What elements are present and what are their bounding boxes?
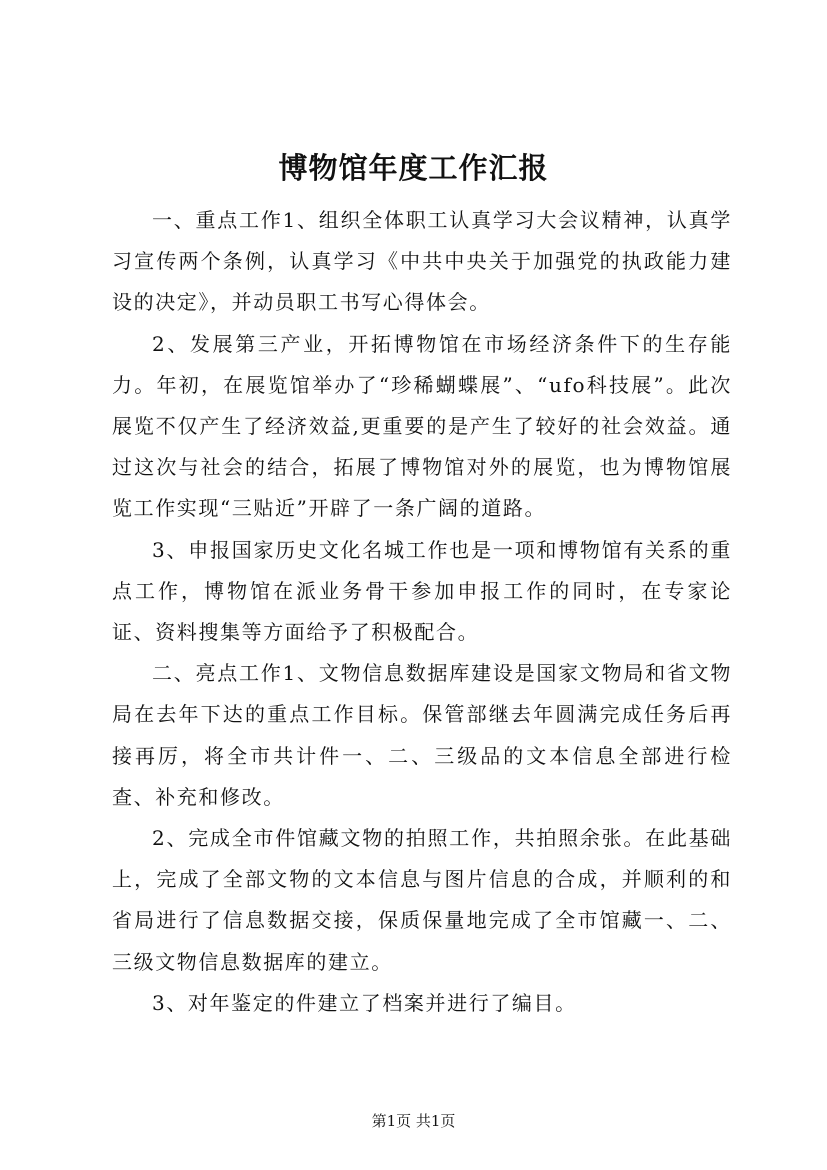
paragraph-highlight-work-1: 二、亮点工作1、文物信息数据库建设是国家文物局和省文物局在去年下达的重点工作目标。保管部继去年圆满完成任务后再接再厉，将全市共计件一、二、三级品的文本信息全部进行检查、补充和修改。 [112, 661, 732, 809]
page-number-footer: 第1页 共1页 [371, 1112, 456, 1130]
paragraph-key-work-3: 3、申报国家历史文化名城工作也是一项和博物馆有关系的重点工作，博物馆在派业务骨干参加申报工作的同时，在专家论证、资料搜集等方面给予了积极配合。 [112, 537, 732, 645]
paragraph-key-work-1: 一、重点工作1、组织全体职工认真学习大会议精神，认真学习宣传两个条例，认真学习《中共中央关于加强党的执政能力建设的决定》，并动员职工书写心得体会。 [112, 208, 732, 315]
paragraph-highlight-work-2: 2、完成全市件馆藏文物的拍照工作，共拍照余张。在此基础上，完成了全部文物的文本信息与图片信息的合成，并顺利的和省局进行了信息数据交接，保质保量地完成了全市馆藏一、二、三级文物信息数据库的建立。 [112, 826, 732, 974]
document-body [112, 200, 732, 1024]
document-title: 博物馆年度工作汇报 [278, 151, 549, 185]
paragraph-highlight-work-3: 3、对年鉴定的件建立了档案并进行了编目。 [152, 990, 577, 1015]
paragraph-key-work-2: 2、发展第三产业，开拓博物馆在市场经济条件下的生存能力。年初，在展览馆举办了“珍稀蝴蝶展”、“ufo科技展”。此次展览不仅产生了经济效益,更重要的是产生了较好的社会效益。通过这次与社会的结合，拓展了博物馆对外的展览，也为博物馆展览工作实现“三贴近”开辟了一条广阔的道路。 [112, 331, 732, 521]
